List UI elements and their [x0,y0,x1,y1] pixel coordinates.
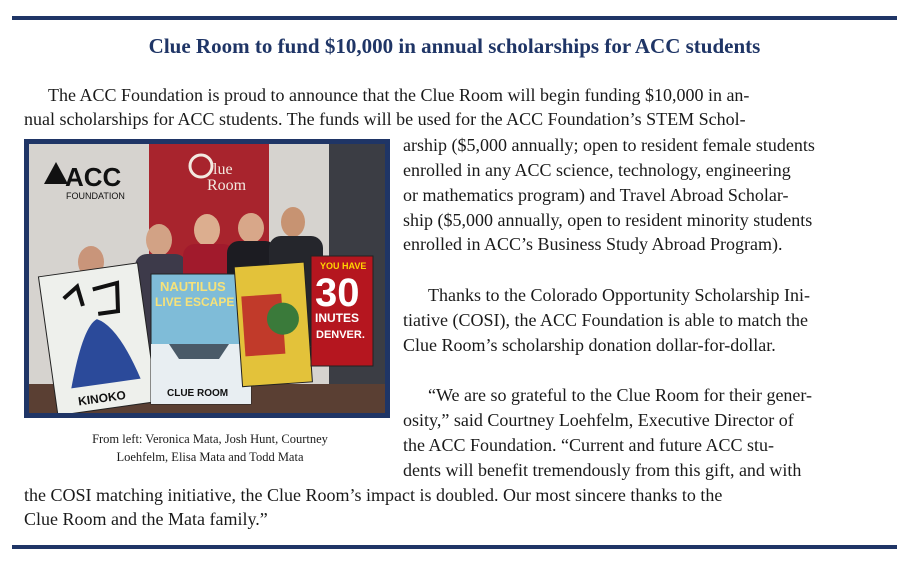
poster-kinoko [38,263,157,413]
caption-line-1: From left: Veronica Mata, Josh Hunt, Courtney [92,432,328,446]
poster-kinoko-text: KINOKO [77,387,127,409]
paragraph-3-line-1: “We are so grateful to the Clue Room for their gener- [428,385,813,405]
paragraph-3-line-5: the COSI matching initiative, the Clue Room’s impact is doubled. Our most sincere thanks to the [24,485,723,505]
paragraph-3-line-6: Clue Room and the Mata family.” [24,509,268,529]
bottom-rule [12,545,897,549]
paragraph-1-line-6: ship ($5,000 annually, open to resident minority students [403,210,813,230]
poster-nautilus-title-2: LIVE ESCAPE [155,295,235,309]
paragraph-1-line-4: enrolled in any ACC science, technology, engineering [403,160,791,180]
headline: Clue Room to fund $10,000 in annual scholarships for ACC students [148,34,761,58]
caption-line-2: Loehfelm, Elisa Mata and Todd Mata [116,450,304,464]
paragraph-1-line-1: The ACC Foundation is proud to announce that the Clue Room will begin funding $10,000 in an- [48,85,750,105]
poster-30-minutes [311,256,373,366]
photo-caption [60,430,360,466]
banner-text-1: lue [213,161,233,178]
top-rule [12,16,897,20]
paragraph-3-line-4: dents will benefit tremendously from this gift, and with [403,460,802,480]
poster-nautilus-title-1: NAUTILUS [160,279,226,294]
poster-30-city: DENVER. [316,329,365,341]
acc-logo-subtext: FOUNDATION [66,191,125,201]
paragraph-1-line-2: nual scholarships for ACC students. The funds will be used for the ACC Foundation’s STEM Schol- [24,109,746,129]
poster-30-mid: INUTES [315,311,360,325]
paragraph-3-line-2: osity,” said Courtney Loehfelm, Executive Director of [403,410,794,430]
paragraph-2-line-3: Clue Room’s scholarship donation dollar-for-dollar. [403,335,776,355]
acc-logo-text: ACC [65,162,122,192]
poster-nautilus-footer: CLUE ROOM [167,388,229,399]
paragraph-1-line-5: or mathematics program) and Travel Abroad Scholar- [403,185,789,205]
paragraph-2-line-1: Thanks to the Colorado Opportunity Scholarship Ini- [428,285,810,305]
photo-scene [29,144,385,413]
paragraph-1-line-7: enrolled in ACC’s Business Study Abroad Program). [403,234,783,254]
paragraph-3-line-3: the ACC Foundation. “Current and future ACC stu- [403,435,774,455]
group-photo [24,139,390,418]
paragraph-1-line-3: arship ($5,000 annually; open to resident female students [403,135,815,155]
paragraph-2-line-2: tiative (COSI), the ACC Foundation is able to match the [403,310,808,330]
banner-text-2: Room [207,177,247,194]
poster-30-top: YOU HAVE [320,261,367,271]
poster-colorful [234,262,312,387]
poster-30-big: 30 [315,271,360,315]
photo-illustration [29,144,385,413]
